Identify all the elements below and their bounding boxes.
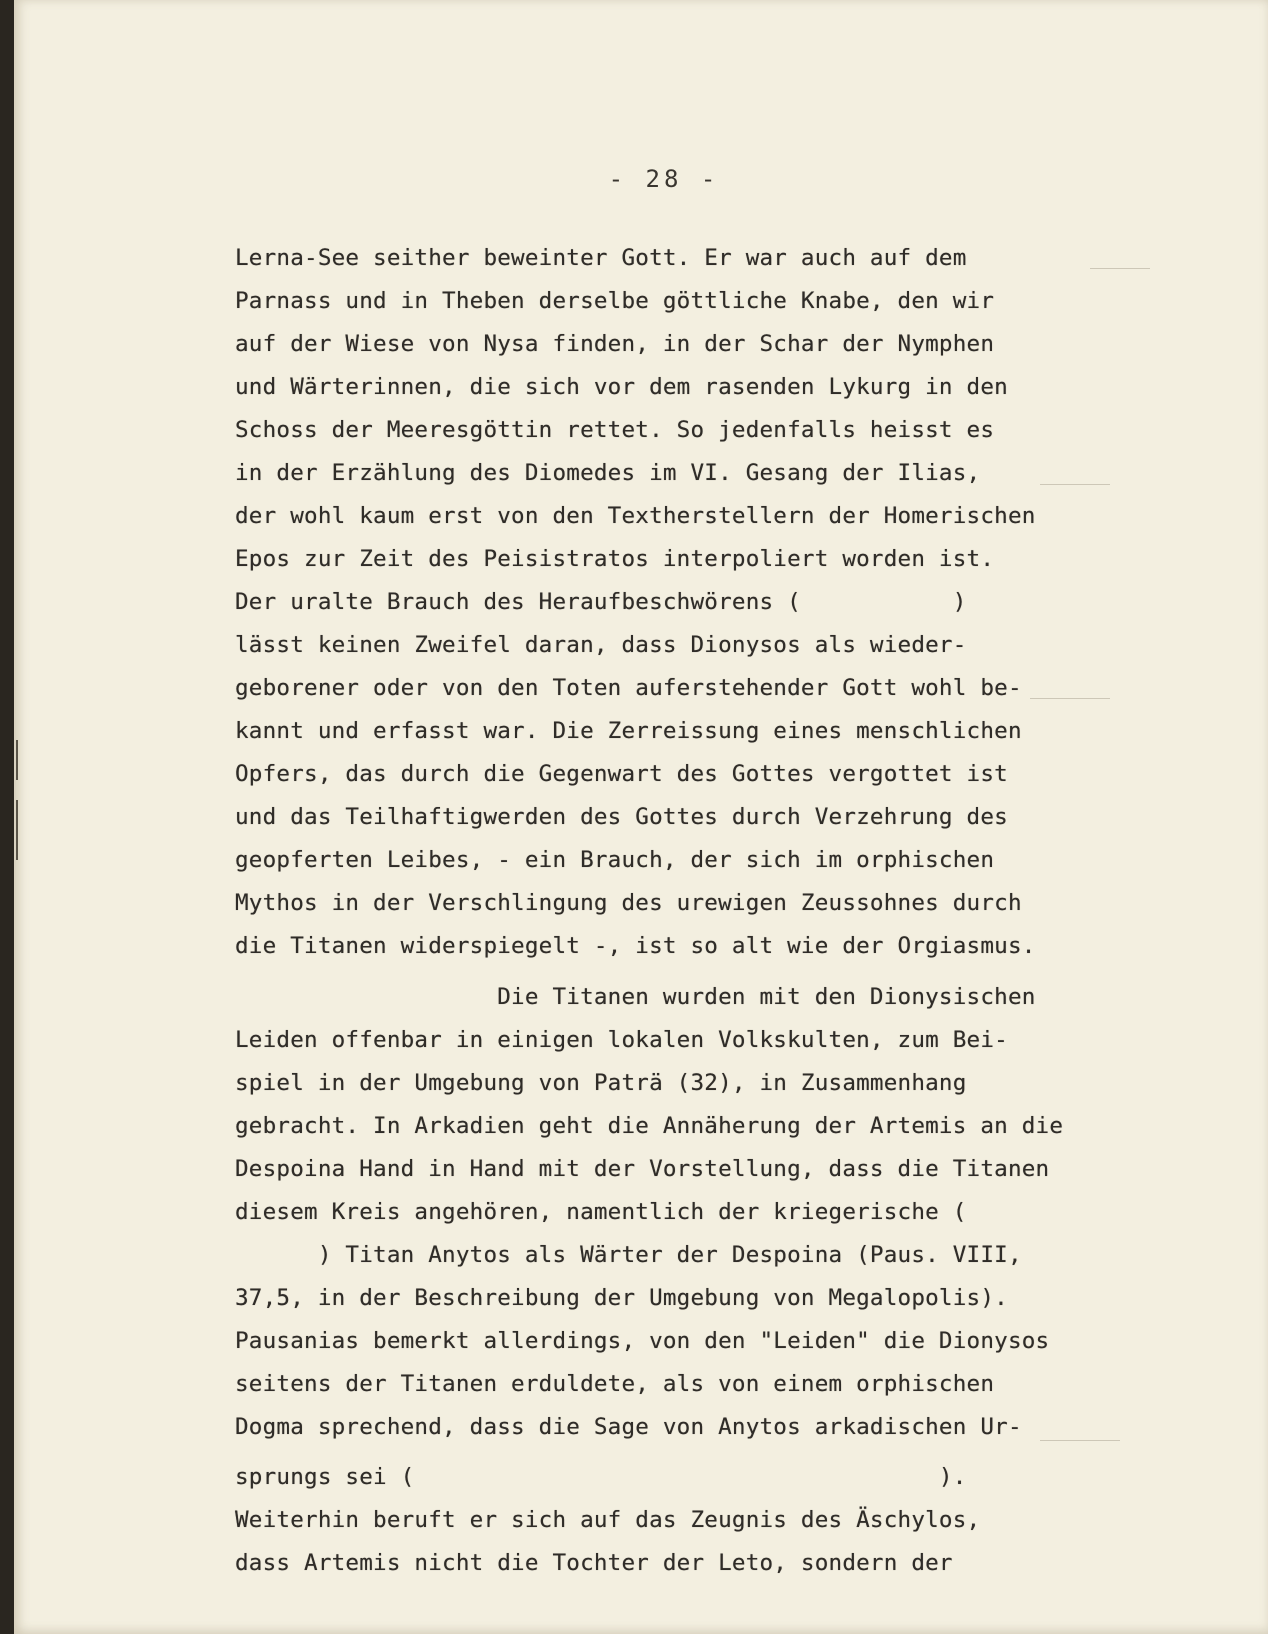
text-line: der wohl kaum erst von den Textherstellern der Homerischen — [235, 503, 1036, 529]
margin-mark — [16, 740, 18, 780]
text-line: geopferten Leibes, - ein Brauch, der sich im orphischen — [235, 847, 995, 873]
text-line: Parnass und in Theben derselbe göttliche Knabe, den wir — [235, 288, 995, 314]
text-line: 37,5, in der Beschreibung der Umgebung von Megalopolis). — [235, 1285, 1008, 1311]
text-line: sprungs sei ( ). — [235, 1464, 967, 1490]
text-line: Die Titanen wurden mit den Dionysischen — [235, 984, 1036, 1010]
text-line: Opfers, das durch die Gegenwart des Gottes vergottet ist — [235, 761, 1008, 787]
text-line: Dogma sprechend, dass die Sage von Anytos arkadischen Ur- — [235, 1414, 1022, 1440]
text-line: Weiterhin beruft er sich auf das Zeugnis des Äschylos, — [235, 1507, 981, 1533]
text-line: Leiden offenbar in einigen lokalen Volkskulten, zum Bei- — [235, 1027, 1008, 1053]
paper-smudge — [1030, 698, 1110, 699]
text-line: ) Titan Anytos als Wärter der Despoina (Paus. VIII, — [235, 1242, 1022, 1268]
paper-smudge — [1040, 484, 1110, 485]
text-line: Der uralte Brauch des Heraufbeschwörens ( ) — [235, 589, 967, 615]
margin-mark — [16, 800, 18, 860]
page-number: - 28 - — [608, 165, 720, 193]
paper-smudge — [1040, 1440, 1120, 1441]
text-line: Pausanias bemerkt allerdings, von den "Leiden" die Dionysos — [235, 1328, 1050, 1354]
text-line: geborener oder von den Toten auferstehender Gott wohl be- — [235, 675, 1022, 701]
text-line: Schoss der Meeresgöttin rettet. So jedenfalls heisst es — [235, 417, 995, 443]
text-line: Mythos in der Verschlingung des urewigen Zeussohnes durch — [235, 890, 1022, 916]
text-line: und das Teilhaftigwerden des Gottes durch Verzehrung des — [235, 804, 1008, 830]
paper-smudge — [1090, 268, 1150, 269]
text-line: diesem Kreis angehören, namentlich der kriegerische ( — [235, 1199, 967, 1225]
text-line: kannt und erfasst war. Die Zerreissung eines menschlichen — [235, 718, 1022, 744]
text-line: die Titanen widerspiegelt -, ist so alt wie der Orgiasmus. — [235, 933, 1036, 959]
text-line: in der Erzählung des Diomedes im VI. Gesang der Ilias, — [235, 460, 981, 486]
text-line: auf der Wiese von Nysa finden, in der Schar der Nymphen — [235, 331, 995, 357]
text-line: Epos zur Zeit des Peisistratos interpoliert worden ist. — [235, 546, 995, 572]
text-line: gebracht. In Arkadien geht die Annäherung der Artemis an die — [235, 1113, 1064, 1139]
text-line: lässt keinen Zweifel daran, dass Dionysos als wieder- — [235, 632, 967, 658]
text-line: und Wärterinnen, die sich vor dem rasenden Lykurg in den — [235, 374, 1008, 400]
text-line: spiel in der Umgebung von Paträ (32), in Zusammenhang — [235, 1070, 967, 1096]
text-line: dass Artemis nicht die Tochter der Leto, sondern der — [235, 1550, 953, 1576]
text-line: Despoina Hand in Hand mit der Vorstellung, dass die Titanen — [235, 1156, 1050, 1182]
text-line: seitens der Titanen erduldete, als von einem orphischen — [235, 1371, 995, 1397]
text-line: Lerna-See seither beweinter Gott. Er war auch auf dem — [235, 245, 967, 271]
